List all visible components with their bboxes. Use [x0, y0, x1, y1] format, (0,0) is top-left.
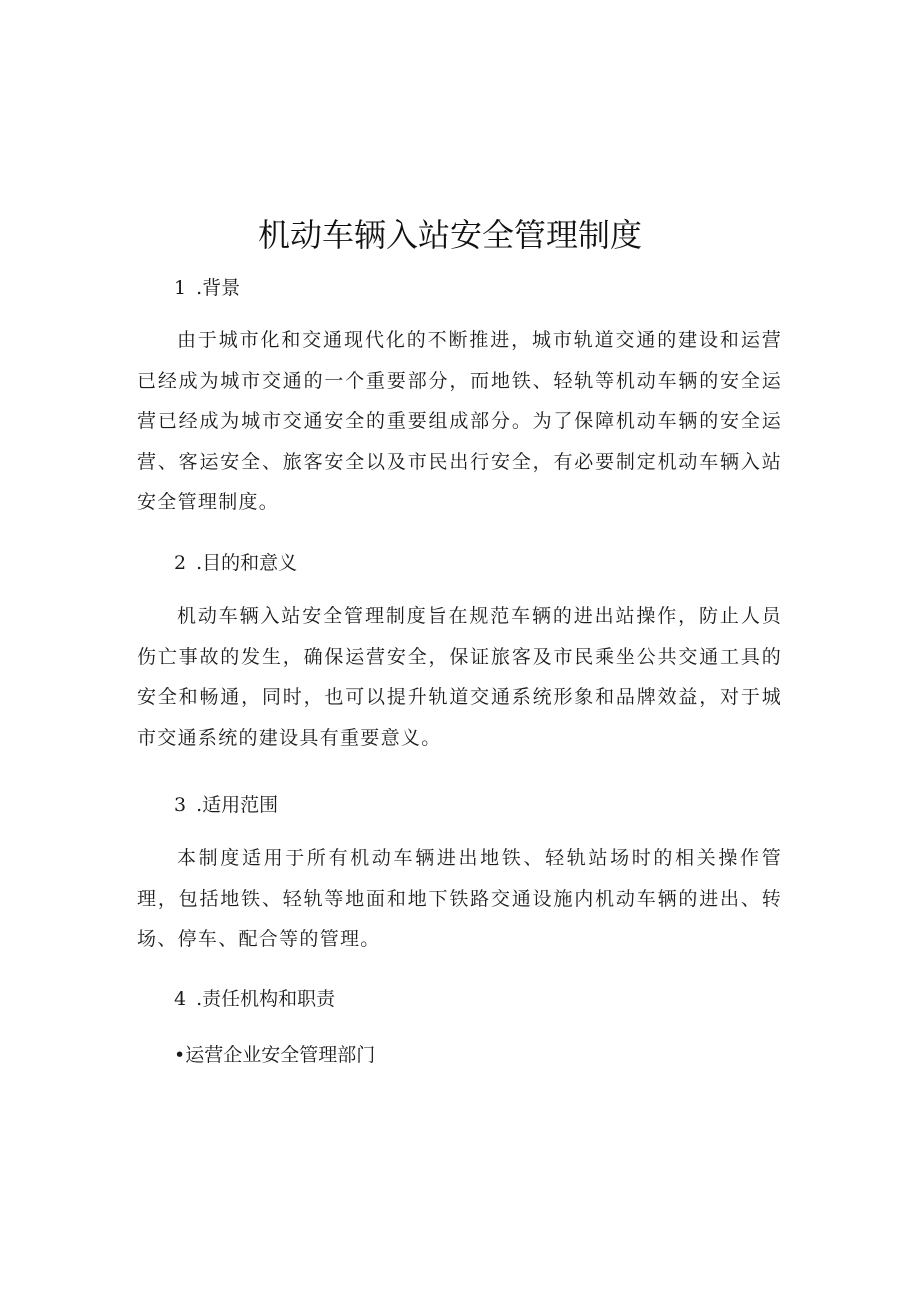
section-number: 1: [174, 277, 187, 299]
section-title: .目的和意义: [196, 552, 298, 574]
section-3-heading: [174, 790, 278, 820]
section-title: .适用范围: [196, 794, 279, 816]
document-title: 机动车辆入站安全管理制度: [257, 216, 642, 254]
bullet-item: •运营企业安全管理部门: [174, 1044, 376, 1066]
section-number: 4: [174, 988, 187, 1010]
section-number: 2: [174, 552, 187, 574]
section-4-heading: [174, 984, 335, 1014]
section-title: .责任机构和职责: [196, 988, 336, 1010]
section-2-heading: [174, 548, 297, 578]
section-number: 3: [174, 794, 187, 816]
section-1-heading: [174, 273, 240, 303]
section-title: .背景: [196, 277, 241, 299]
section-3-paragraph: 本制度适用于所有机动车辆进出地铁、轻轨站场时的相关操作管理，包括地铁、轻轨等地面和地下铁路交通设施内机动车辆的进出、转场、停车、配合等的管理。: [137, 847, 782, 950]
section-2-paragraph: 机动车辆入站安全管理制度旨在规范车辆的进出站操作，防止人员伤亡事故的发生，确保运营安全，保证旅客及市民乘坐公共交通工具的安全和畅通，同时，也可以提升轨道交通系统形象和品牌效益，对于城市交通系统的建设具有重要意义。: [137, 605, 782, 749]
section-1-paragraph: 由于城市化和交通现代化的不断推进，城市轨道交通的建设和运营已经成为城市交通的一个重要部分，而地铁、轻轨等机动车辆的安全运营已经成为城市交通安全的重要组成部分。为了保障机动车辆的安全运营、客运安全、旅客安全以及市民出行安全，有必要制定机动车辆入站安全管理制度。: [137, 329, 782, 513]
